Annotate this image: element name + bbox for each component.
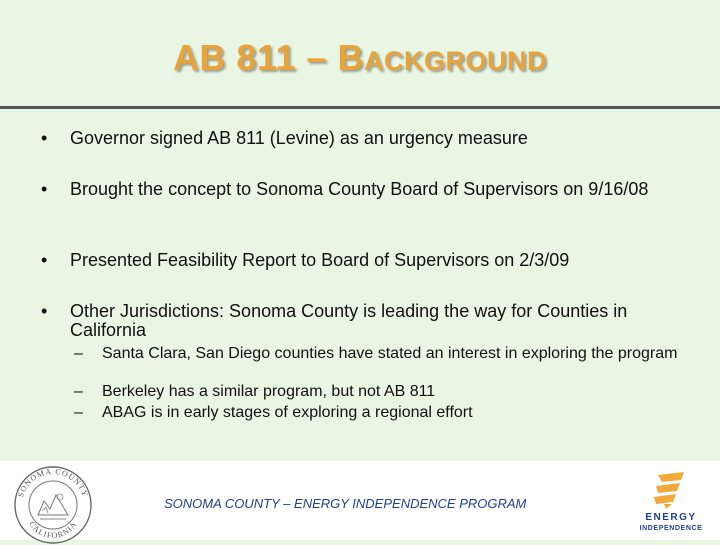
program-name: SONOMA COUNTY – ENERGY INDEPENDENCE PROGRAM	[164, 496, 527, 511]
sub-bullet-marker: –	[74, 345, 83, 362]
county-seal-icon	[10, 465, 96, 545]
sub-bullet-marker: –	[74, 383, 83, 400]
title-area	[0, 0, 720, 106]
bullet-text: Governor signed AB 811 (Levine) as an urgency measure	[70, 128, 528, 148]
logo-word-energy: ENERGY	[645, 512, 697, 523]
sub-bullet-marker: –	[74, 404, 83, 421]
bullet-text: Other Jurisdictions: Sonoma County is leading the way for Counties in California	[70, 301, 628, 340]
content-area	[0, 109, 720, 461]
bullet-marker: •	[41, 250, 48, 270]
footer	[0, 461, 720, 540]
bullet-marker: •	[41, 128, 48, 148]
seal-top-text: SONOMA COUNTY	[16, 466, 90, 499]
logo-word-independence: INDEPENDENCE	[639, 525, 703, 532]
bullet-text: Presented Feasibility Report to Board of Supervisors on 2/3/09	[70, 250, 570, 270]
sub-bullet-text: ABAG is in early stages of exploring a regional effort	[102, 404, 473, 421]
sub-bullet-text: Berkeley has a similar program, but not AB 811	[102, 383, 436, 400]
bullet-marker: •	[41, 301, 48, 321]
title-large-part: AB 811 – B	[172, 37, 365, 78]
slide-title	[0, 37, 720, 79]
energy-independence-logo-icon	[632, 469, 710, 535]
title-small-caps-part: ACKGROUND	[364, 46, 548, 76]
sub-bullet-text: Santa Clara, San Diego counties have stated an interest in exploring the program	[102, 345, 678, 362]
bullet-text: Brought the concept to Sonoma County Board of Supervisors on 9/16/08	[70, 179, 649, 199]
bullet-marker: •	[41, 179, 48, 199]
seal-bottom-text: CALIFORNIA	[27, 519, 79, 541]
